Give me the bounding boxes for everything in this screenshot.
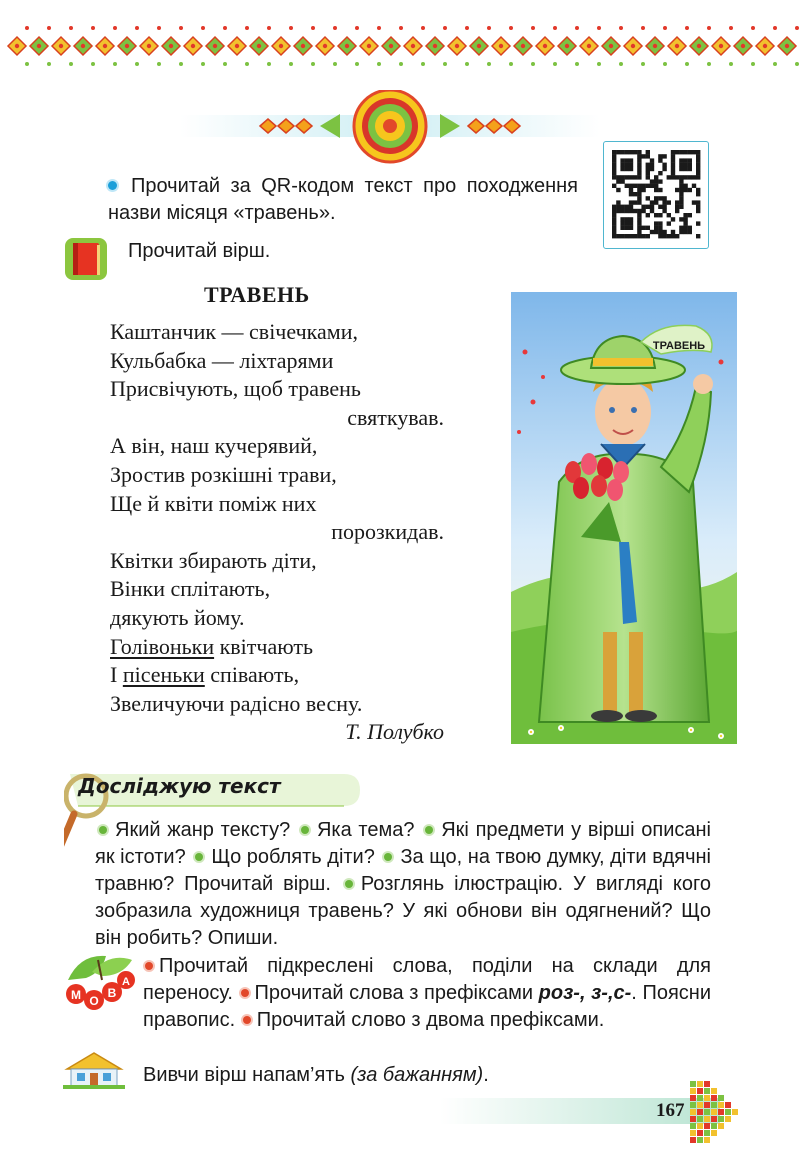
underlined-word: пісеньки	[122, 662, 205, 688]
poem-line: Квітки збирають діти,	[110, 547, 317, 573]
poem	[110, 318, 444, 747]
qr-task-text: Прочитай за QR-кодом текст про походження назви місяця «травень».	[108, 175, 578, 224]
poem-line: святкував.	[347, 404, 444, 430]
research-questions: Який жанр тексту? Яка тема? Які предмети у вірші описані як істоти? Що роблять діти? За що, на твою думку, діти вдячні травню? Прочитай вірш. Розглянь ілюстрацію. У вигляді кого зобразила художниця травень? У які обнови він одягнений? Що він робить? Опиши.	[95, 819, 712, 949]
poem-line: Вінки сплітають,	[110, 576, 271, 602]
travel-illustration	[511, 292, 737, 744]
bullet-icon	[243, 1016, 251, 1024]
research-title: Досліджую текст	[78, 774, 281, 798]
read-task: Прочитай вірш.	[128, 240, 271, 262]
svg-text:А: А	[122, 976, 130, 988]
poem-line: Кульбабка — ліхтарями	[110, 347, 334, 373]
corner-ornament	[686, 1078, 744, 1148]
bullet-icon	[345, 880, 353, 888]
mova-icon	[62, 950, 138, 1012]
bullet-icon	[195, 853, 203, 861]
bullet-icon	[108, 181, 117, 190]
bullet-icon	[384, 853, 392, 861]
poem-line: Ще й квіти поміж них	[110, 490, 317, 516]
bullet-icon	[241, 989, 249, 997]
qr-task	[108, 173, 578, 227]
book-icon	[63, 236, 109, 282]
house-icon	[63, 1051, 125, 1089]
bullet-icon	[99, 826, 107, 834]
poem-line: Присвічують, щоб травень	[110, 376, 361, 402]
poem-line: І пісеньки співають,	[110, 662, 300, 688]
ornament-border	[0, 18, 800, 73]
poem-line: порозкидав.	[331, 519, 444, 545]
poem-line: Зростив розкішні трави,	[110, 461, 337, 487]
poem-line: Голівоньки квітчають	[110, 633, 314, 659]
mova-tasks: Прочитай підкреслені слова, поділи на склади для переносу. Прочитай слова з префіксами роз-, з-,с-. Поясни правопис. Прочитай слово з двома префіксами.	[143, 955, 712, 1031]
prefixes: роз-, з-,с-	[538, 982, 632, 1004]
poem-author: Т. Полубко	[345, 719, 444, 745]
bullet-icon	[425, 826, 433, 834]
poem-line: дякують йому.	[110, 604, 245, 630]
poem-line: А він, наш кучерявий,	[110, 433, 318, 459]
qr-code[interactable]	[603, 141, 709, 249]
svg-text:В: В	[107, 986, 117, 1000]
medallion-ornament	[180, 90, 600, 170]
learn-task: Вивчи вірш напам’ять (за бажанням).	[143, 1064, 489, 1086]
hat-label: ТРАВЕНЬ	[652, 340, 706, 352]
poem-line: Каштанчик — свічечками,	[110, 319, 358, 344]
bullet-icon	[301, 826, 309, 834]
poem-title: ТРАВЕНЬ	[204, 282, 310, 307]
poem-line: Звеличуючи радісно весну.	[110, 690, 363, 716]
svg-text:М: М	[71, 988, 81, 1002]
svg-text:О: О	[89, 994, 99, 1008]
page-number: 167	[656, 1100, 685, 1121]
bullet-icon	[145, 962, 153, 970]
underlined-word: Голівоньки	[110, 633, 215, 659]
